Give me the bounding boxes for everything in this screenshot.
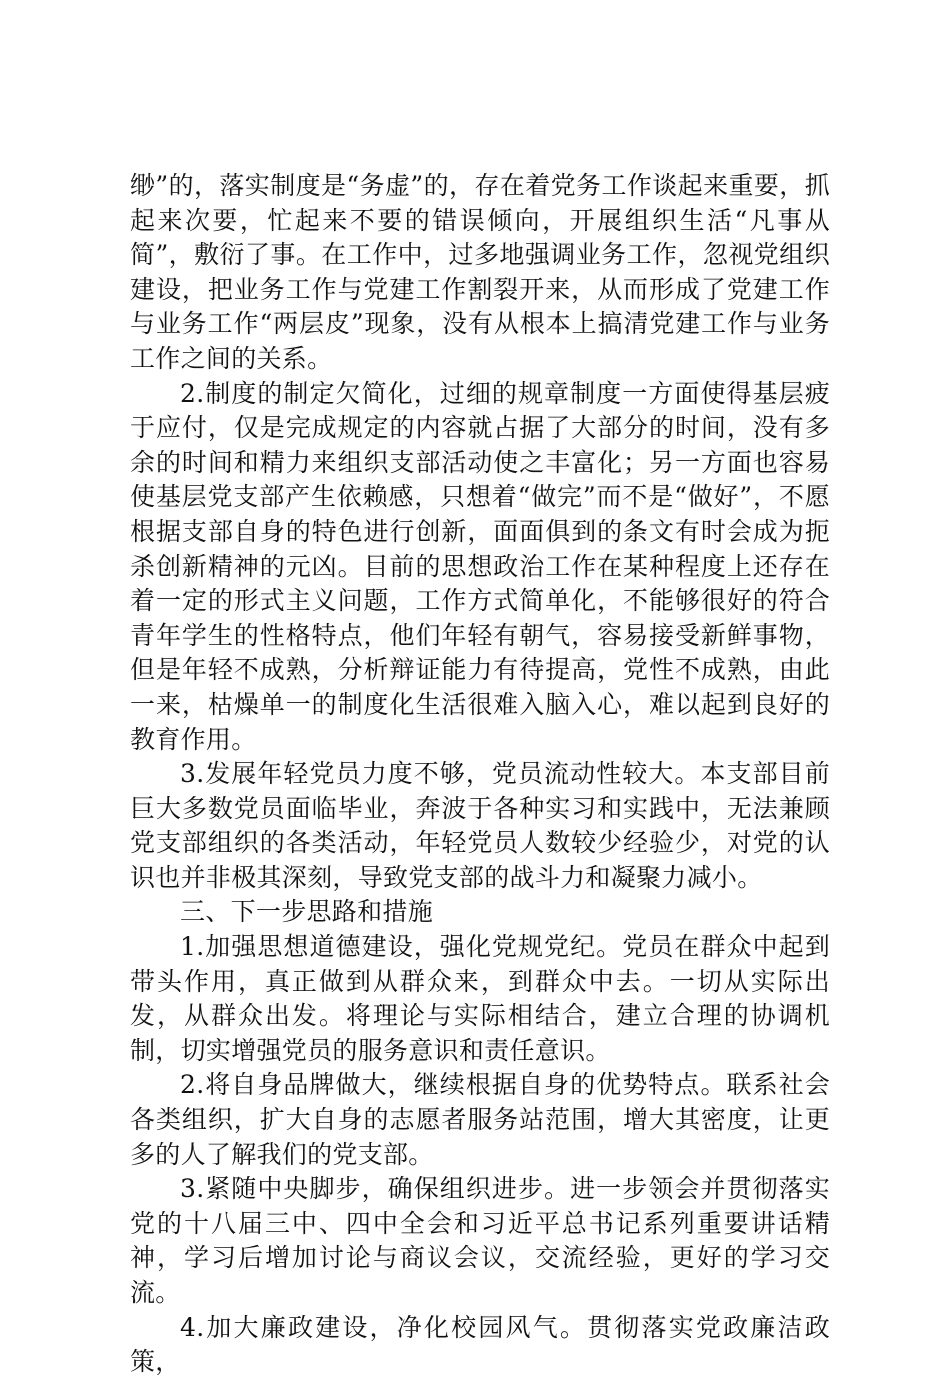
paragraph-measure-1: 1.加强思想道德建设，强化党规党纪。党员在群众中起到带头作用，真正做到从群众来，到群众中去。一切从实际出发，从群众出发。将理论与实际相结合，建立合理的协调机制，切实增强党员的服务意识和责任意识。 (130, 932, 830, 1065)
section-heading-next-steps: 三、下一步思路和措施 (180, 897, 434, 927)
paragraph-measure-4: 4.加大廉政建设，净化校园风气。贯彻落实党政廉洁政策， (130, 1312, 830, 1377)
paragraph-measure-3: 3.紧随中央脚步，确保组织进步。进一步领会并贯彻落实党的十八届三中、四中全会和习近平总书记系列重要讲话精神，学习后增加讨论与商议会议，交流经验，更好的学习交流。 (130, 1174, 830, 1307)
paragraph-problem-2: 2.制度的制定欠简化，过细的规章制度一方面使得基层疲于应付，仅是完成规定的内容就占据了大部分的时间，没有多余的时间和精力来组织支部活动使之丰富化；另一方面也容易使基层党支部产生依赖感，只想着“做完”而不是“做好”，不愿根据支部自身的特色进行创新，面面俱到的条文有时会成为扼杀创新精神的元凶。目前的思想政治工作在某种程度上还存在着一定的形式主义问题，工作方式简单化，不能够很好的符合青年学生的性格特点，他们年轻有朝气，容易接受新鲜事物，但是年轻不成熟，分析辩证能力有待提高，党性不成熟，由此一来，枯燥单一的制度化生活很难入脑入心，难以起到良好的教育作用。 (130, 378, 830, 754)
document-body (130, 169, 830, 1380)
paragraph-continued: 缈”的，落实制度是“务虚”的，存在着党务工作谈起来重要，抓起来次要，忙起来不要的错误倾向，开展组织生活“凡事从简”，敷衍了事。在工作中，过多地强调业务工作，忽视党组织建设，把业务工作与党建工作割裂开来，从而形成了党建工作与业务工作“两层皮”现象，没有从根本上搞清党建工作与业务工作之间的关系。 (130, 171, 830, 373)
paragraph-measure-2: 2.将自身品牌做大，继续根据自身的优势特点。联系社会各类组织，扩大自身的志愿者服务站范围，增大其密度，让更多的人了解我们的党支部。 (130, 1070, 830, 1169)
paragraph-problem-3: 3.发展年轻党员力度不够，党员流动性较大。本支部目前巨大多数党员面临毕业，奔波于各种实习和实践中，无法兼顾党支部组织的各类活动，年轻党员人数较少经验少，对党的认识也并非极其深刻，导致党支部的战斗力和凝聚力减小。 (130, 759, 830, 892)
